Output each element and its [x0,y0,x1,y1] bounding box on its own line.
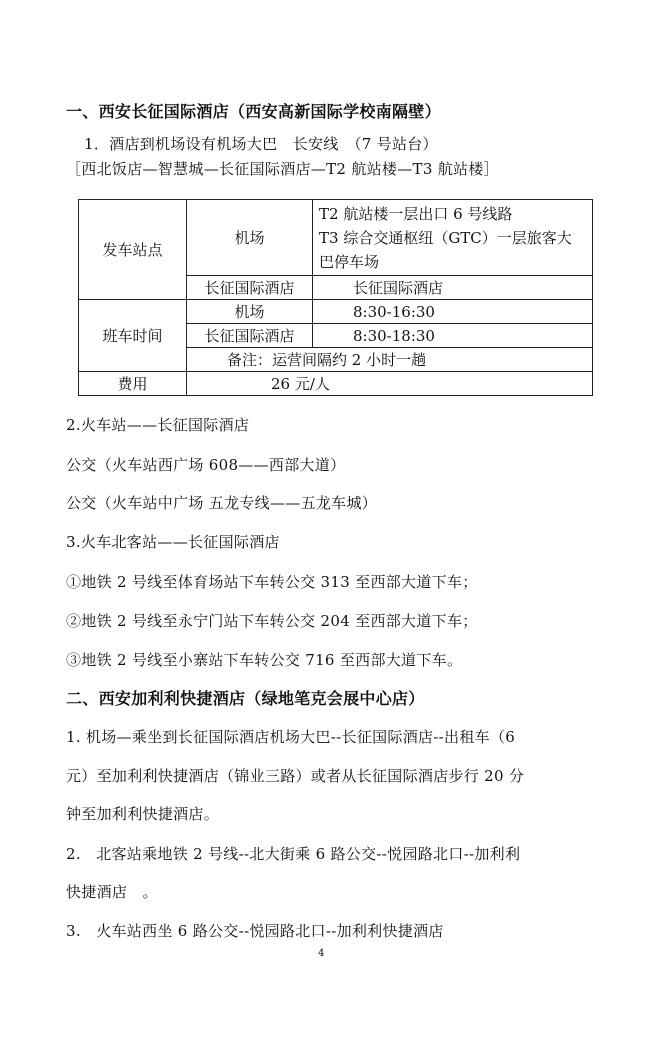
airport-stop-line: T2 航站楼一层出口 6 号线路 [319,204,513,223]
hotel-time-label: 长征国际酒店 [187,324,313,348]
hotel-stop: 长征国际酒店 [313,276,593,300]
fee-value: 26 元/人 [187,372,593,396]
north-station-option2: ②地铁 2 号线至永宁门站下车转公交 204 至西部大道下车； [66,612,478,630]
galilee-item2-line: 快捷酒店 。 [66,883,158,901]
train-station-bus1: 公交（火车站西广场 608——西部大道） [66,456,346,474]
schedule-note: 备注：运营间隔约 2 小时一趟 [187,348,593,372]
galilee-item1-line: 1. 机场—乘坐到长征国际酒店机场大巴--长征国际酒店--出租车（6 [66,728,516,746]
airport-time: 8:30-16:30 [313,300,593,324]
airport-stop-line: T3 综合交通枢纽（GTC）一层旅客大 [319,228,572,247]
north-station-title: 3.火车北客站——长征国际酒店 [66,533,280,551]
airport-time-label: 机场 [187,300,313,324]
fee-label: 费用 [79,372,187,396]
airport-label: 机场 [187,200,313,276]
train-station-title: 2.火车站——长征国际酒店 [66,416,250,434]
hotel-time: 8:30-18:30 [313,324,593,348]
north-station-option3: ③地铁 2 号线至小寨站下车转公交 716 至西部大道下车。 [66,651,463,669]
hotel-label: 长征国际酒店 [187,276,313,300]
section1-heading: 一、西安长征国际酒店（西安高新国际学校南隔壁） [66,102,441,121]
schedule-label: 班车时间 [79,300,187,372]
galilee-item2-line: 2. 北客站乘地铁 2 号线--北大街乘 6 路公交--悦园路北口--加利利 [66,845,521,863]
north-station-option1: ①地铁 2 号线至体育场站下车转公交 313 至西部大道下车； [66,573,478,591]
section2-heading: 二、西安加利利快捷酒店（绿地笔克会展中心店） [66,689,425,708]
page-number: 4 [318,948,325,959]
train-station-bus2: 公交（火车站中广场 五龙专线——五龙车城） [66,494,378,512]
galilee-item1-line: 元）至加利利快捷酒店（锦业三路）或者从长征国际酒店步行 20 分 [66,767,525,785]
shuttle-schedule-table [78,199,593,396]
bus-route: ［西北饭店—智慧城—长征国际酒店—T2 航站楼—T3 航站楼］ [66,160,499,178]
airport-stop-line: 巴停车场 [319,252,380,271]
departure-label: 发车站点 [79,200,187,300]
airport-stop [313,200,593,276]
airport-bus-item: 1．酒店到机场设有机场大巴 长安线 （7 号站台） [84,135,438,153]
galilee-item3: 3. 火车站西坐 6 路公交--悦园路北口--加利利快捷酒店 [66,922,444,940]
galilee-item1-line: 钟至加利利快捷酒店。 [66,805,220,823]
